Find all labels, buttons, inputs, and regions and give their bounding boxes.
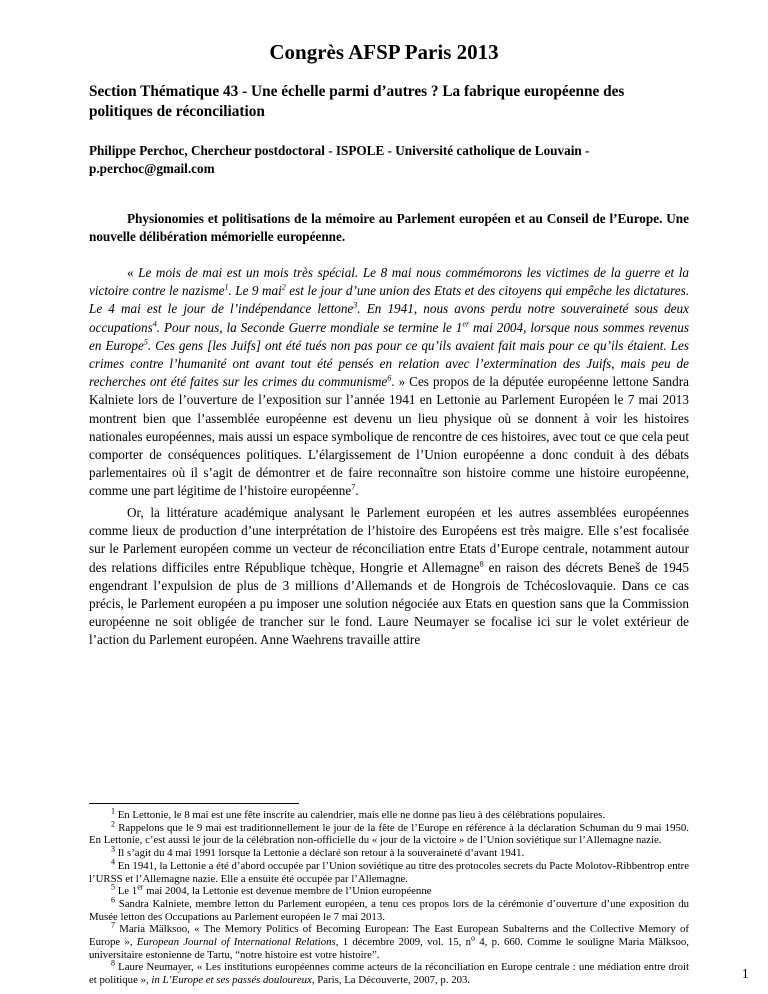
footnote-text: En Lettonie, le 8 mai est une fête inscrite au calendrier, mais elle ne donne pas lieu à des célébrations populaires. [115,809,606,821]
quote-part: . Pour nous, la Seconde Guerre mondiale se termine le 1 [156,319,463,335]
paragraph-1 [89,264,689,501]
footnote-3 [89,844,689,860]
quote-part: mai 2004, lorsque nous sommes revenus en Europe [89,319,689,353]
quote-part: . En 1941, nous avons perdu notre souveraineté sous deux occupations [89,301,689,335]
body-text: Or, la littérature académique analysant le Parlement européen et les autres assemblées européennes comme lieux de production d’une interprétation de l’histoire des Européens est très maigre. Elle s’est focalisée sur le Parlement européen comme un vecteur de réconciliation entre Etats d’Europe centrale, notamment autour des relations difficiles entre République tchèque, Hongrie et Allemagne [89,505,689,575]
footnote-text: Rappelons que le 9 mai est traditionnellement le jour de la fête de l’Europe en référence à la déclaration Schuman du 9 mai 1950. En Lettonie, c’est aussi le jour de la célébration non-officielle du « jour de la victoire » de l’Union soviétique sur l’Allemagne nazie. [89,821,689,847]
body-text: en raison des décrets Beneš de 1945 engendrant l’expulsion de plus de 3 millions d’Allemands et de Hongrois de Tchécoslovaquie. Dans ce cas précis, le Parlement européen a pu imposer une solution négociée aux Etats en question sans que la Commission européenne ne soit obligée de trancher sur le fond. Laure Neumayer se focalise ici sur le volet extérieur de l’action du Parlement européen. Anne Waehrens travaille attire [89,559,689,648]
footnote-ref: 1 [224,282,229,292]
author-line: Philippe Perchoc, Chercheur postdoctoral - ISPOLE - Université catholique de Louvain - p.perchoc@gmail.com [89,143,590,176]
footnote-separator [89,803,299,804]
quote-open: « [127,265,139,280]
footnote-ref: 5 [143,337,148,347]
body-text: . » Ces propos de la députée européenne lettone Sandra Kalniete lors de l’ouverture de l’exposition sur l’année 1941 en Lettonie au Parlement Européen le 7 mai 2013 montrent bien que l’assemblée européenne est devenu un lieu physique où se donnent à voir les histoires nationales européennes, mais aussi un espace symbolique de rencontre de ces histoires, avec tout ce que cela peut comporter de conséquences politiques. L’élargissement de l’Union européenne a donc conduit à des débats parlementaires où il s’agit de démontrer et de faire reconnaître son histoire comme une histoire européenne, comme une part légitime de l’histoire européenne [89,374,689,499]
quote-text [89,265,689,389]
footnote-8 [89,958,689,987]
quote-part: . Le 9 mai [228,283,282,299]
footnote-text: mai 2004, la Lettonie est devenue membre de l’Union européenne [143,885,432,898]
section-heading: Section Thématique 43 - Une échelle parmi d’autres ? La fabrique européenne des politiques de réconciliation [89,83,625,120]
ordinal-suffix: er [462,319,470,329]
paper-title: Physionomies et politisations de la mémoire au Parlement européen et au Conseil de l’Europe. Une nouvelle délibération mémorielle européenne. [89,211,689,244]
footnote-text: Le 1 [115,885,138,898]
footnote-2 [89,819,689,847]
footnote-number: 2 [111,819,115,829]
footnote-number: 3 [111,844,115,854]
footnote-text: 4, p. 660. Comme le souligne Maria Mälksoo, universitaire estonienne de Tartu, “notre histoire est votre histoire”. [89,936,689,961]
footnote-number: 1 [111,806,115,816]
book-title: in L’Europe et ses passés douloureux [151,974,312,987]
conference-title: Congrès AFSP Paris 2013 [269,40,499,64]
footnote-number: 4 [111,857,115,867]
footnote-text: Sandra Kalniete, membre letton du Parlement européen, a tenu ces propos lors de la cérémonie d’ouverture d’une exposition du Musée letton des Occupations au Parlement européen le 7 mai 2013. [89,897,689,923]
footnote-5 [89,882,689,898]
page-number: 1 [742,966,749,981]
quote-part: est le jour d’une union des Etats et des citoyens qui empêche les dictatures. Le 4 mai est le jour de l’indépendance lettone [89,283,690,317]
footnote-number: 5 [111,882,115,892]
footnote-7 [89,920,689,961]
footnotes [89,806,689,987]
body-text: . [355,483,359,499]
footnote-1 [89,806,689,822]
footnote-text: Il s’agit du 4 mai 1991 lorsque la Lettonie a déclaré son retour à la souveraineté d’avant 1941. [115,847,525,860]
footnote-number: 6 [111,895,115,905]
footnote-ref: 2 [281,282,286,292]
footnote-text: , 1 décembre 2009, vol. 15, n [335,936,472,949]
quote-part: Le mois de mai est un mois très spécial. Le 8 mai nous commémorons les victimes de la guerre et la victoire contre le nazisme [89,265,690,299]
footnote-ref: 3 [353,301,358,311]
footnote-ref: 4 [152,319,157,329]
footnote-ref: 8 [479,559,484,569]
footnote-number: 7 [111,920,115,930]
footnote-ref: 6 [387,373,392,383]
footnote-text: , Paris, La Découverte, 2007, p. 203. [311,974,471,987]
footnote-text: Laure Neumayer, « Les institutions européennes comme acteurs de la réconciliation en Europe centrale : une médiation entre droit et politique », [89,961,689,987]
footnote-4 [89,857,689,885]
footnote-number: 8 [111,958,115,968]
ordinal-suffix: er [137,882,144,892]
footnote-text: Maria Mälksoo, « The Memory Politics of Becoming European: The East European Subalterns and the Collective Memory of Europe », [89,923,689,949]
ordinal-suffix: o [471,933,476,943]
footnote-ref: 7 [351,483,356,493]
journal-title: European Journal of International Relations [136,936,336,949]
footnote-text: En 1941, la Lettonie a été d’abord occupée par l’Union soviétique au titre des protocoles secrets du Pacte Molotov-Ribbentrop entre l’URSS et l’Allemagne nazie. Elle a ensuite été occupée par l’Allemagne. [89,859,689,885]
footnote-6 [89,895,689,923]
quote-part: . Ces gens [les Juifs] ont été tués non pas pour ce qu’ils avaient fait mais pour ce qu’ils étaient. Les crimes contre l’humanité ont avant tout été pensés en relation avec l’extermination des Juifs, mais peu de recherches ont été faites sur les crimes du communisme [89,337,689,390]
paragraph-2 [89,504,689,650]
